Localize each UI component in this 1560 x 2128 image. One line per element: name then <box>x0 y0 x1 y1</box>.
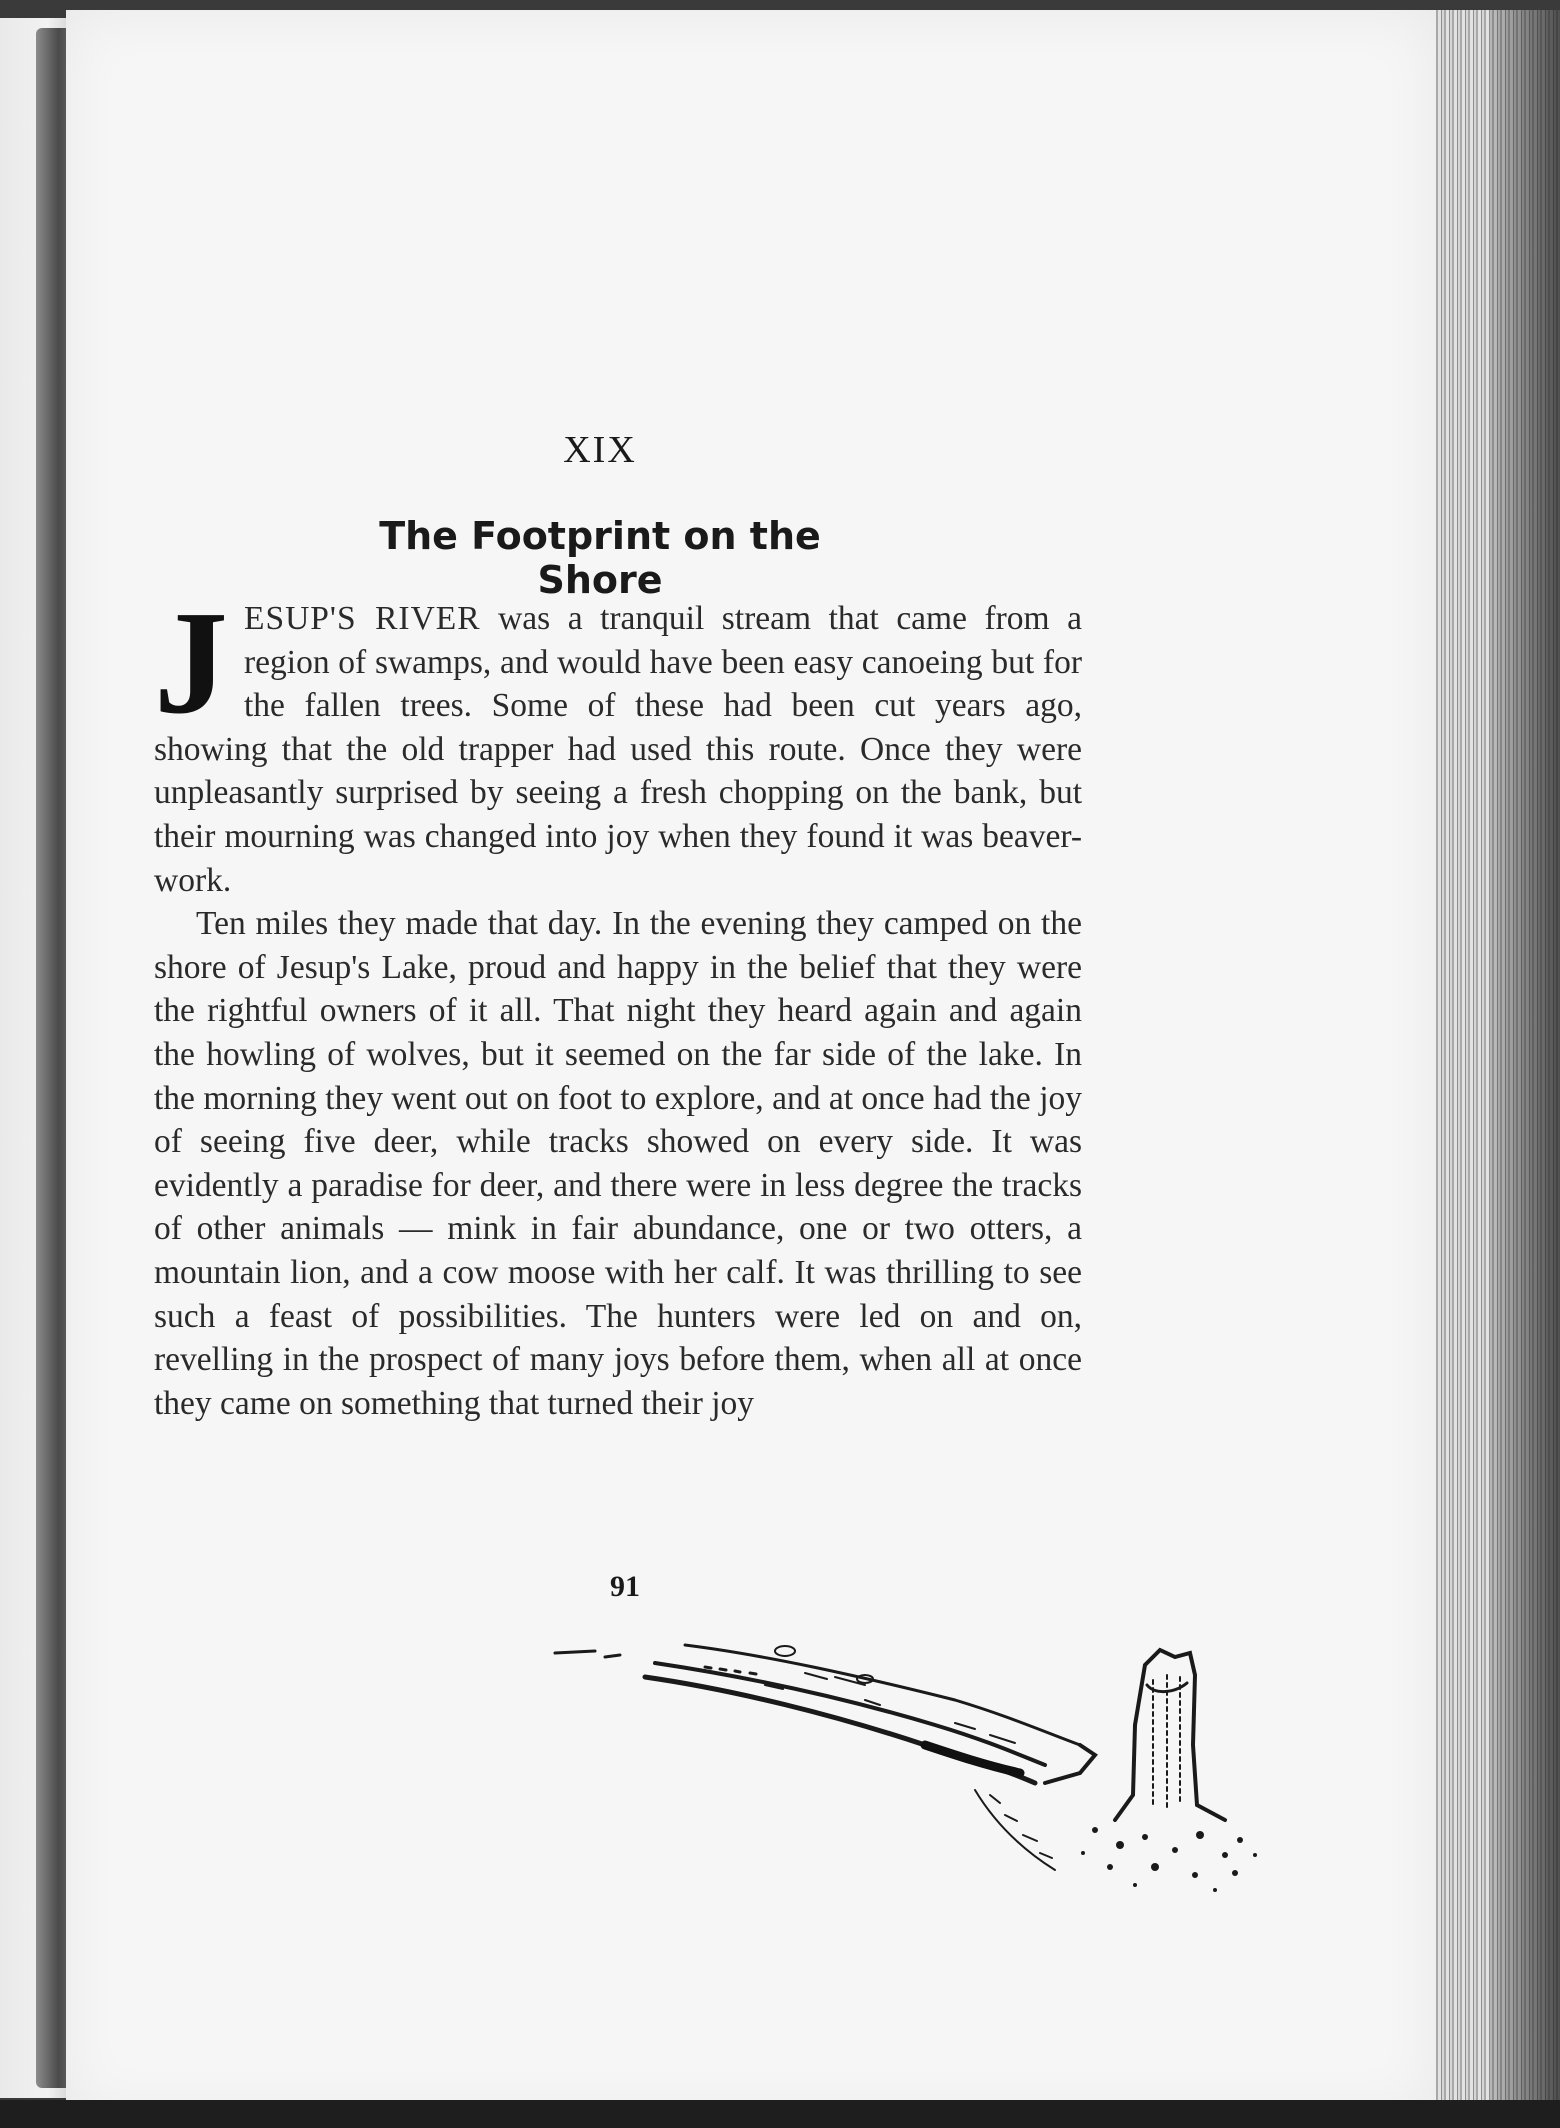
chapter-number: XIX <box>563 429 637 471</box>
body-text <box>154 581 1082 1425</box>
page-number: 91 <box>610 1570 640 1603</box>
log-and-stump-illustration <box>535 1605 1275 1945</box>
chapter-title: The Footprint on the Shore <box>379 514 821 602</box>
paragraph-1-text: was a tranquil stream that came from a region of swamps, and would have been easy canoeing but for the fallen trees. Some of these had been cut years ago, showing that the old trapper had used this route. Once they were unpleasantly surprised by seeing a fresh chopping on the bank, but their mourning was changed into joy when they found it was beaver-work. <box>154 600 1082 899</box>
ground-chips <box>1081 1827 1257 1892</box>
paragraph-2: Ten miles they made that day. In the evening they camped on the shore of Jesup's Lake, proud and happy in the belief that they were the rightful owners of it all. That night they heard again and again the howling of wolves, but it seemed on the far side of the lake. In the morning they went out on foot to explore, and at once had the joy of seeing five deer, while tracks showed on every side. It was evidently a paradise for deer, and there were in less degree the tracks of other animals — mink in fair abundance, one or two otters, a mountain lion, and a cow moose with her calf. It was thrilling to see such a feast of possibilities. The hunters were led on and on, revelling in the prospect of many joys before them, when all at once they came on something that turned their joy <box>154 905 1082 1422</box>
paragraph-1 <box>154 581 1082 902</box>
scan-bottom-edge <box>0 2100 1560 2128</box>
page-block-shadow <box>1490 10 1560 2128</box>
drop-cap: J <box>154 581 228 745</box>
tree-stump <box>1115 1650 1225 1820</box>
felled-log <box>555 1645 1095 1870</box>
opening-small-caps: ESUP'S RIVER <box>244 600 481 637</box>
